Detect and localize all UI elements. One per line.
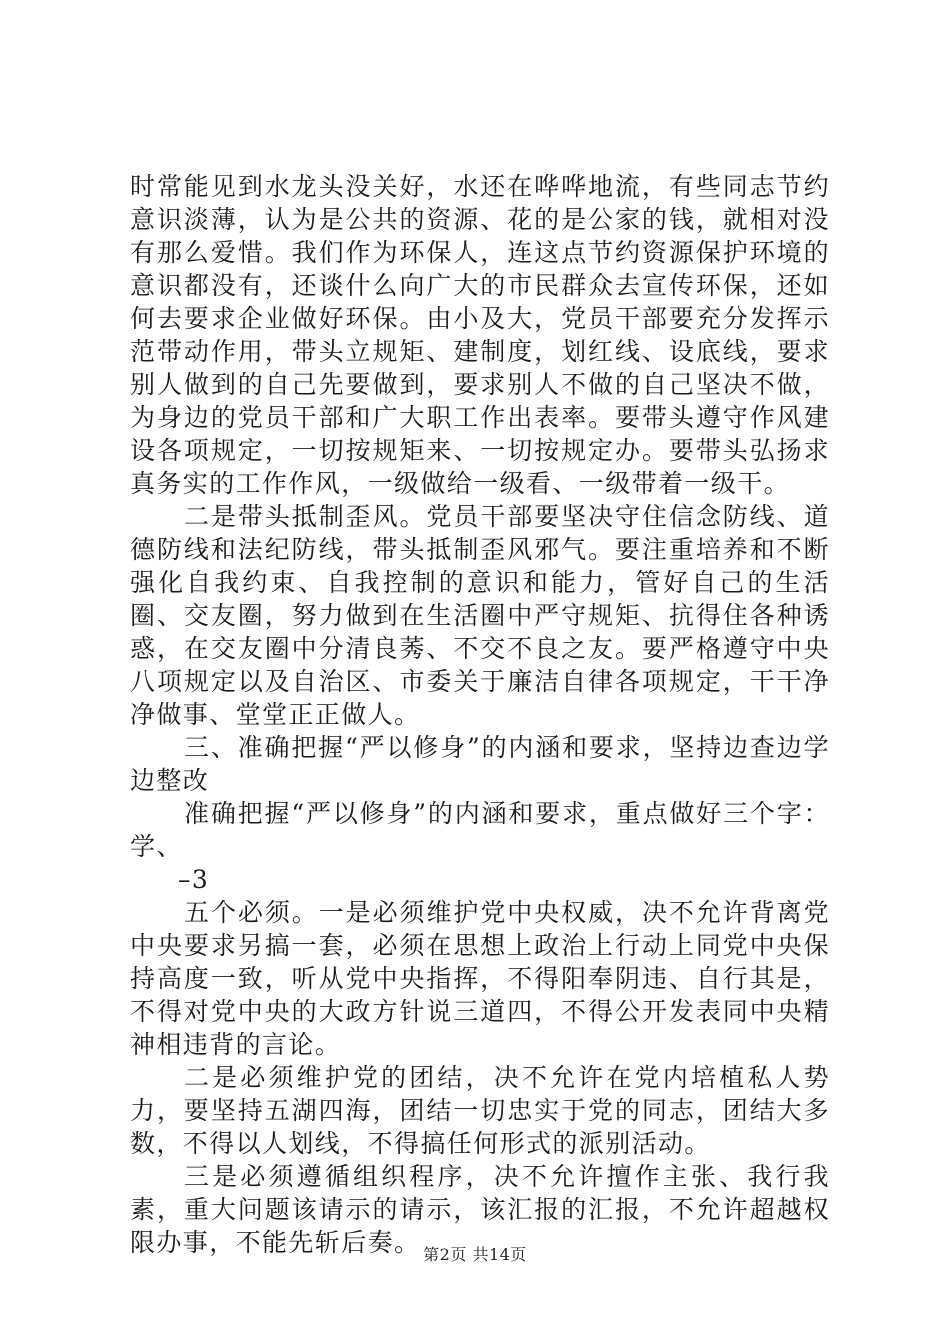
document-body	[130, 170, 830, 1259]
inline-page-marker: –3	[178, 865, 210, 894]
paragraph-organizational-procedure: 三是必须遵循组织程序，决不允许擅作主张、我行我素，重大问题该请示的请示，该汇报的汇报，不允许超越权限办事，不能先斩后奏。	[130, 1162, 830, 1257]
section-heading-three: 三、准确把握“严以修身”的内涵和要求，坚持边查边学边整改	[130, 733, 830, 795]
page-footer: 第2页 共14页	[423, 1245, 527, 1264]
paragraph-continuation: 时常能见到水龙头没关好，水还在哗哗地流，有些同志节约意识淡薄，认为是公共的资源、花的是公家的钱，就相对没有那么爱惜。我们作为环保人，连这点节约资源保护环境的意识都没有，还谈什么向广大的市民群众去宣传环保，还如何去要求企业做好环保。由小及大，党员干部要充分发挥示范带动作用，带头立规矩、建制度，划红线、设底线，要求别人做到的自己先要做到，要求别人不做的自己坚决不做，为身边的党员干部和广大职工作出表率。要带头遵守作风建设各项规定，一切按规矩来、一切按规定办。要带头弘扬求真务实的工作作风，一级做给一级看、一级带着一级干。	[130, 172, 830, 498]
paragraph-party-unity: 二是必须维护党的团结，决不允许在党内培植私人势力，要坚持五湖四海，团结一切忠实于党的同志，团结大多数，不得以人划线，不得搞任何形式的派别活动。	[130, 1063, 830, 1158]
paragraph-five-musts: 五个必须。一是必须维护党中央权威，决不允许背离党中央要求另搞一套，必须在思想上政治上行动上同党中央保持高度一致，听从党中央指挥，不得阳奉阴违、自行其是，不得对党中央的大政方针说三道四，不得公开发表同中央精神相违背的言论。	[130, 898, 830, 1059]
paragraph-key-characters: 准确把握“严以修身”的内涵和要求，重点做好三个字：学、	[130, 799, 830, 861]
paragraph-resist-bad-practices: 二是带头抵制歪风。党员干部要坚决守住信念防线、道德防线和法纪防线，带头抵制歪风邪气。要注重培养和不断强化自我约束、自我控制的意识和能力，管好自己的生活圈、交友圈，努力做到在生活圈中严守规矩、抗得住各种诱惑，在交友圈中分清良莠、不交不良之友。要严格遵守中央八项规定以及自治区、市委关于廉洁自律各项规定，干干净净做事、堂堂正正做人。	[130, 502, 830, 729]
